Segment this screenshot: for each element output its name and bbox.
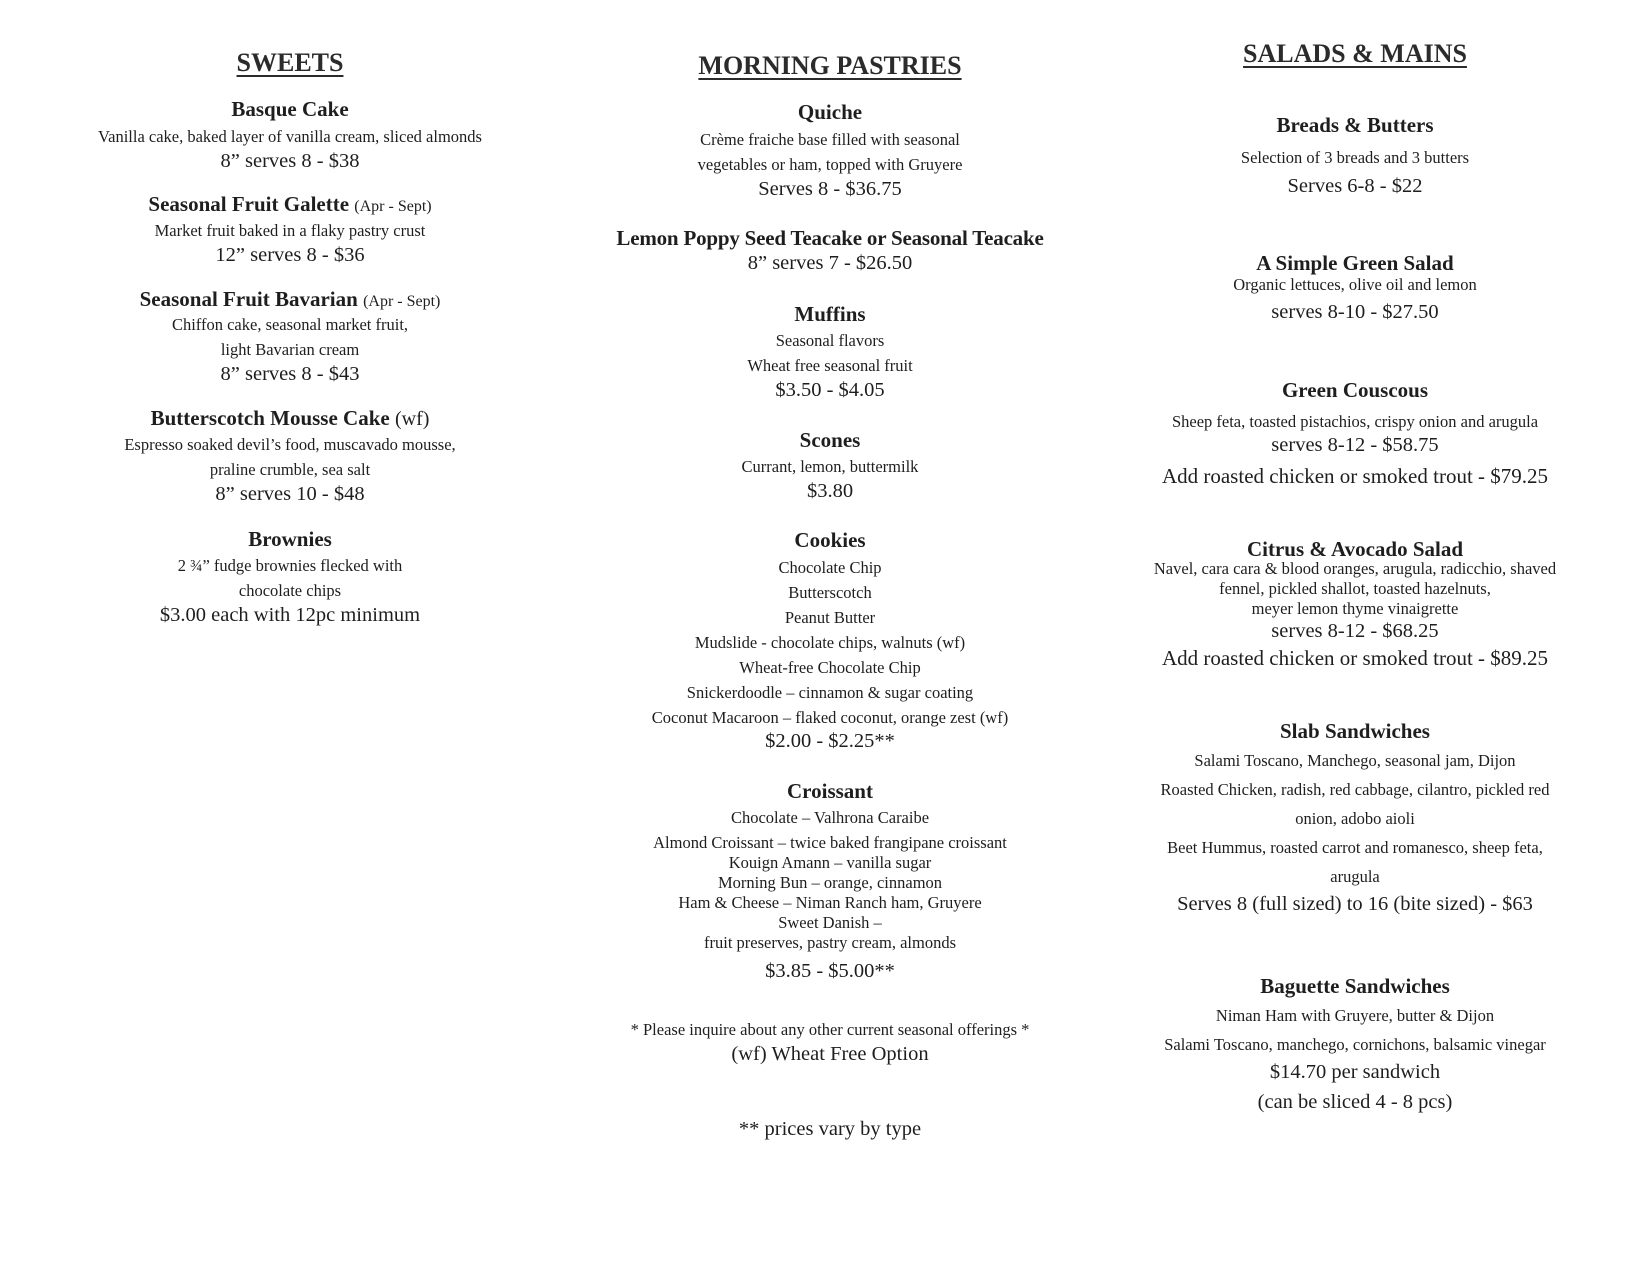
cookie-item: Wheat-free Chocolate Chip [739, 658, 921, 677]
baguette-sandwiches-price: $14.70 per sandwich [1269, 1061, 1441, 1083]
bavarian-desc-2: light Bavarian cream [220, 340, 360, 359]
butterscotch-desc-1: Espresso soaked devil’s food, muscavado mousse, [124, 435, 456, 454]
quiche-desc-1: Crème fraiche base filled with seasonal [700, 130, 960, 149]
green-salad-desc: Organic lettuces, olive oil and lemon [1233, 275, 1477, 294]
prices-vary-note: ** prices vary by type [738, 1118, 922, 1140]
croissant-name: Croissant [787, 779, 873, 803]
galette-name: Seasonal Fruit Galette [148, 192, 350, 216]
croissant-item: Kouign Amann – vanilla sugar [728, 853, 932, 872]
couscous-price: serves 8-12 - $58.75 [1271, 434, 1439, 456]
couscous-addon: Add roasted chicken or smoked trout - $79.25 [1161, 464, 1549, 488]
cookie-item: Peanut Butter [784, 608, 876, 627]
breads-name: Breads & Butters [1276, 113, 1434, 137]
croissant-price: $3.85 - $5.00** [765, 960, 895, 982]
brownies-price: $3.00 each with 12pc minimum [159, 604, 421, 626]
slab-sandwich-item: arugula [1330, 867, 1380, 886]
cookie-item: Coconut Macaroon – flaked coconut, orange zest (wf) [651, 708, 1009, 727]
cookie-item: Butterscotch [788, 583, 872, 602]
croissant-item: fruit preserves, pastry cream, almonds [704, 933, 956, 952]
teacake-name: Lemon Poppy Seed Teacake or Seasonal Teacake [616, 226, 1044, 250]
breads-price: Serves 6-8 - $22 [1287, 175, 1423, 197]
slab-sandwiches-price: Serves 8 (full sized) to 16 (bite sized) - $63 [1177, 893, 1533, 915]
bavarian-price: 8” serves 8 - $43 [220, 363, 360, 385]
cookie-item: Mudslide - chocolate chips, walnuts (wf) [694, 633, 966, 652]
basque-cake-desc: Vanilla cake, baked layer of vanilla cream, sliced almonds [98, 127, 482, 146]
croissant-item: Chocolate – Valhrona Caraibe [730, 808, 930, 827]
quiche-name: Quiche [797, 100, 863, 124]
slab-sandwich-item: onion, adobo aioli [1295, 809, 1415, 828]
green-salad-price: serves 8-10 - $27.50 [1271, 301, 1439, 323]
croissant-item: Sweet Danish – [778, 913, 882, 932]
cookie-item: Chocolate Chip [778, 558, 882, 577]
basque-cake-price: 8” serves 8 - $38 [220, 150, 360, 172]
inquire-note: * Please inquire about any other current seasonal offerings * [630, 1020, 1030, 1039]
slab-sandwich-item: Salami Toscano, Manchego, seasonal jam, Dijon [1194, 751, 1516, 770]
slab-sandwich-item: Beet Hummus, roasted carrot and romanesco, sheep feta, [1167, 838, 1543, 857]
slab-sandwich-item: Roasted Chicken, radish, red cabbage, cilantro, pickled red [1160, 780, 1550, 799]
quiche-desc-2: vegetables or ham, topped with Gruyere [697, 155, 963, 174]
citrus-salad-addon: Add roasted chicken or smoked trout - $89.25 [1161, 646, 1549, 670]
wheat-free-legend: (wf) Wheat Free Option [731, 1043, 929, 1065]
muffins-name: Muffins [794, 302, 866, 326]
salads-heading: SALADS & MAINS [1243, 39, 1467, 68]
bavarian-desc-1: Chiffon cake, seasonal market fruit, [171, 315, 409, 334]
baguette-sandwich-item: Salami Toscano, manchego, cornichons, balsamic vinegar [1164, 1035, 1546, 1054]
green-salad-name: A Simple Green Salad [1256, 251, 1454, 275]
slab-sandwiches-name: Slab Sandwiches [1280, 719, 1430, 743]
cookie-item: Snickerdoodle – cinnamon & sugar coating [686, 683, 974, 702]
butterscotch-desc-2: praline crumble, sea salt [209, 460, 371, 479]
sweets-heading: SWEETS [236, 48, 344, 77]
citrus-salad-desc-2: fennel, pickled shallot, toasted hazelnuts, [1219, 579, 1491, 598]
citrus-salad-name: Citrus & Avocado Salad [1246, 537, 1464, 561]
scones-desc: Currant, lemon, buttermilk [741, 457, 919, 476]
scones-price: $3.80 [806, 480, 854, 502]
quiche-price: Serves 8 - $36.75 [758, 178, 902, 200]
pastries-heading: MORNING PASTRIES [698, 51, 962, 80]
teacake-price: 8” serves 7 - $26.50 [747, 252, 913, 274]
muffins-price: $3.50 - $4.05 [775, 379, 885, 401]
brownies-desc-1: 2 ¾” fudge brownies flecked with [177, 556, 403, 575]
couscous-desc: Sheep feta, toasted pistachios, crispy onion and arugula [1171, 412, 1539, 431]
baguette-sandwich-item: Niman Ham with Gruyere, butter & Dijon [1215, 1006, 1495, 1025]
citrus-salad-desc-1: Navel, cara cara & blood oranges, arugula, radicchio, shaved [1153, 559, 1557, 578]
galette-price: 12” serves 8 - $36 [215, 244, 365, 266]
couscous-name: Green Couscous [1281, 378, 1429, 402]
cookies-name: Cookies [794, 528, 866, 552]
bavarian-season-note: (Apr - Sept) [363, 293, 441, 310]
bavarian-name: Seasonal Fruit Bavarian [139, 287, 358, 311]
croissant-item: Ham & Cheese – Niman Ranch ham, Gruyere [678, 893, 982, 912]
muffins-desc-1: Seasonal flavors [775, 331, 885, 350]
citrus-salad-desc-3: meyer lemon thyme vinaigrette [1251, 599, 1459, 618]
cookies-price: $2.00 - $2.25** [765, 730, 895, 752]
scones-name: Scones [799, 428, 861, 452]
brownies-desc-2: chocolate chips [238, 581, 342, 600]
croissant-item: Morning Bun – orange, cinnamon [717, 873, 943, 892]
muffins-desc-2: Wheat free seasonal fruit [747, 356, 913, 375]
brownies-name: Brownies [248, 527, 332, 551]
bavarian-title [40, 287, 540, 312]
basque-cake-name: Basque Cake [231, 97, 349, 121]
galette-desc: Market fruit baked in a flaky pastry crust [154, 221, 426, 240]
breads-desc: Selection of 3 breads and 3 butters [1240, 148, 1470, 167]
citrus-salad-price: serves 8-12 - $68.25 [1271, 620, 1439, 642]
galette-season-note: (Apr - Sept) [354, 198, 432, 215]
baguette-sandwiches-name: Baguette Sandwiches [1260, 974, 1450, 998]
baguette-sandwiches-note: (can be sliced 4 - 8 pcs) [1257, 1091, 1453, 1113]
galette-title [40, 192, 540, 217]
butterscotch-price: 8” serves 10 - $48 [215, 483, 365, 505]
butterscotch-title [40, 406, 540, 431]
croissant-item: Almond Croissant – twice baked frangipane croissant [653, 833, 1007, 852]
butterscotch-wf-note: (wf) [394, 408, 430, 430]
butterscotch-name: Butterscotch Mousse Cake [150, 406, 390, 430]
